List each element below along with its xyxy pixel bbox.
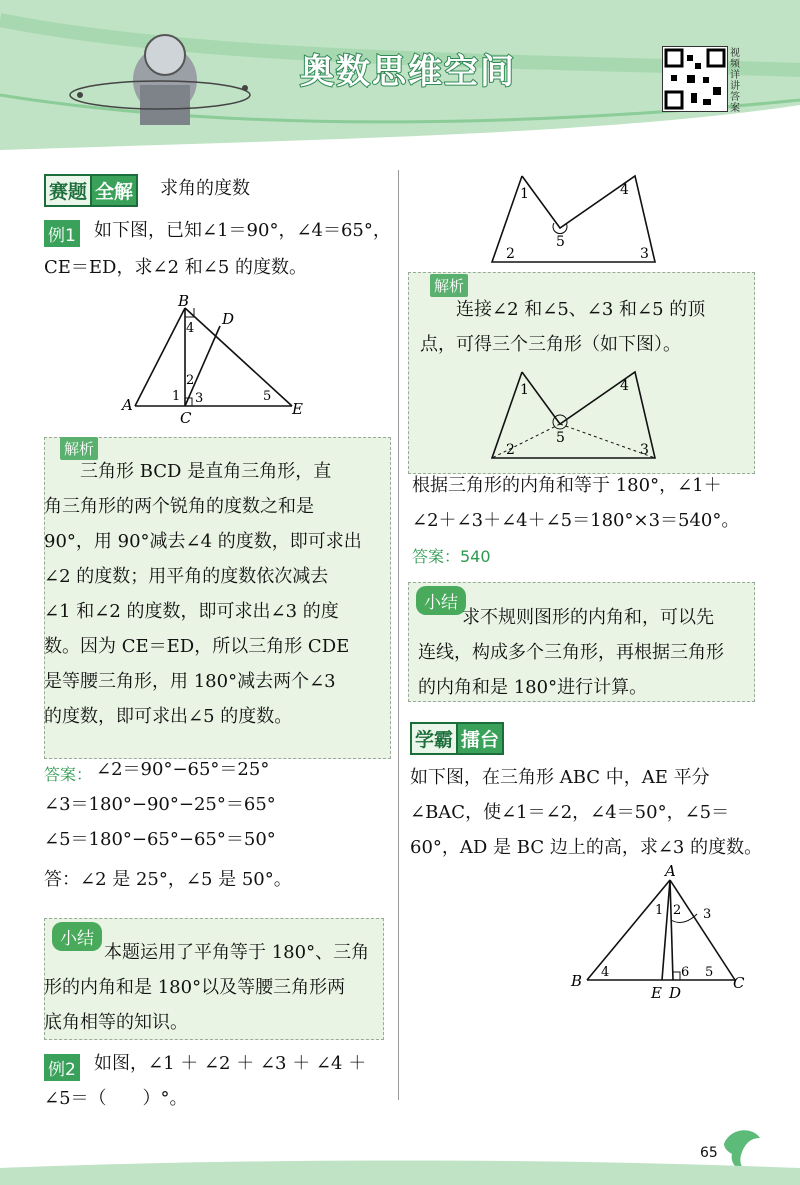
example-2-tag: 例2	[44, 1054, 80, 1081]
fig1-angle-1: 1	[172, 389, 181, 404]
answer-2: 答案：540	[412, 547, 491, 566]
fig2-angle-4: 4	[620, 182, 629, 198]
tag-part-b: 全解	[90, 174, 138, 207]
summary-label-2: 小结	[416, 586, 466, 615]
analysis-1-line-5: ∠1 和∠2 的度数，即可求出∠3 的度	[44, 601, 339, 622]
analysis-label-2: 解析	[430, 274, 468, 297]
analysis-1-line-1: 三角形 BCD 是直角三角形，直	[80, 461, 332, 482]
page-title: 奥数思维空间	[300, 52, 516, 92]
problem-line-2: ∠BAC，使∠1＝∠2，∠4＝50°，∠5＝	[410, 802, 730, 823]
answer-label-1: 答案：	[44, 765, 93, 784]
section-tag-contest	[44, 174, 138, 207]
fig1-label-c: C	[180, 409, 192, 427]
fig1-label-d: D	[222, 310, 235, 328]
problem-line-3: 60°，AD 是 BC 边上的高，求∠3 的度数。	[410, 837, 763, 858]
fig3-angle-1: 1	[520, 382, 529, 398]
after-line-1: 根据三角形的内角和等于 180°，∠1＋	[412, 475, 722, 496]
qr-label: 视频详讲答案	[730, 48, 740, 114]
qr-code-icon[interactable]	[662, 46, 728, 112]
summary-1-line-3: 底角相等的知识。	[44, 1012, 188, 1033]
footer-band	[0, 1158, 800, 1185]
analysis-label-1: 解析	[60, 437, 98, 460]
summary-2-line-1: 求不规则图形的内角和，可以先	[462, 607, 714, 628]
figure-3-polygon-split	[480, 364, 670, 464]
fig4-label-c: C	[733, 974, 745, 992]
analysis-1-line-4: ∠2 的度数；用平角的度数依次减去	[44, 566, 329, 587]
fig1-angle-3: 3	[195, 391, 204, 406]
fig4-angle-6: 6	[681, 965, 690, 980]
ex2-line-2: ∠5＝（ ）°。	[44, 1088, 188, 1109]
section-tag-challenge	[410, 722, 504, 755]
ex1-line-2: CE＝ED，求∠2 和∠5 的度数。	[44, 257, 307, 278]
page-number: 65	[700, 1145, 718, 1161]
problem-line-1: 如下图，在三角形 ABC 中，AE 平分	[410, 767, 710, 788]
fig4-angle-3: 3	[703, 907, 712, 922]
column-divider	[398, 170, 399, 1100]
fig1-angle-2: 2	[186, 373, 195, 388]
fig4-label-b: B	[571, 972, 583, 990]
analysis-1-line-7: 是等腰三角形，用 180°减去两个∠3	[44, 671, 336, 692]
answer-1-line-1: ∠2＝90°−65°＝25°	[96, 759, 270, 780]
fig1-label-e: E	[292, 400, 303, 418]
figure-2-polygon	[480, 168, 670, 268]
section-subtitle: 求角的度数	[160, 178, 250, 199]
answer-1-line-3: ∠5＝180°−65°−65°＝50°	[44, 829, 276, 850]
summary-1-line-2: 形的内角和是 180°以及等腰三角形两	[44, 977, 346, 998]
fig3-angle-3: 3	[640, 442, 649, 458]
fig2-angle-5: 5	[556, 234, 565, 250]
example-1-tag: 例1	[44, 220, 80, 247]
figure-4-triangle	[565, 862, 755, 1002]
after-line-2: ∠2＋∠3＋∠4＋∠5＝180°×3＝540°。	[412, 510, 740, 531]
fig3-angle-2: 2	[506, 442, 515, 458]
analysis-2-line-2: 点，可得三个三角形（如下图）。	[420, 334, 681, 355]
tag2-part-b: 擂台	[456, 722, 504, 755]
fig4-angle-1: 1	[655, 903, 664, 918]
tag-part-a: 赛题	[44, 174, 90, 207]
summary-2-line-2: 连线，构成多个三角形，再根据三角形	[418, 642, 724, 663]
analysis-1-line-6: 数。因为 CE＝ED，所以三角形 CDE	[44, 636, 350, 657]
fig4-label-a: A	[665, 862, 676, 880]
summary-2-line-3: 的内角和是 180°进行计算。	[418, 677, 648, 698]
summary-1-line-1: 本题运用了平角等于 180°、三角	[104, 942, 370, 963]
fig1-angle-5: 5	[263, 389, 272, 404]
fig1-label-b: B	[178, 292, 190, 310]
fig4-angle-5: 5	[705, 965, 714, 980]
analysis-1-line-3: 90°，用 90°减去∠4 的度数，即可求出	[44, 531, 362, 552]
fig2-angle-2: 2	[506, 246, 515, 262]
ex1-line-1: 如下图，已知∠1＝90°，∠4＝65°，	[94, 220, 391, 241]
fig1-label-a: A	[122, 396, 133, 414]
fig3-angle-4: 4	[620, 378, 629, 394]
page-header	[0, 0, 800, 150]
analysis-2-line-1: 连接∠2 和∠5、∠3 和∠5 的顶	[456, 299, 706, 320]
fig2-angle-1: 1	[520, 186, 529, 202]
summary-label-1: 小结	[52, 922, 102, 951]
tag2-part-a: 学霸	[410, 722, 456, 755]
analysis-1-line-8: 的度数，即可求出∠5 的度数。	[44, 706, 293, 727]
fig4-label-e: E	[651, 984, 662, 1002]
fig3-angle-5: 5	[556, 430, 565, 446]
fig2-angle-3: 3	[640, 246, 649, 262]
fig4-label-d: D	[669, 984, 682, 1002]
answer-1-line-4: 答：∠2 是 25°，∠5 是 50°。	[44, 869, 292, 890]
analysis-1-line-2: 角三角形的两个锐角的度数之和是	[44, 496, 314, 517]
fig4-angle-2: 2	[673, 903, 682, 918]
fig1-angle-4: 4	[186, 321, 195, 336]
ex2-line-1: 如图，∠1 ＋ ∠2 ＋ ∠3 ＋ ∠4 ＋	[94, 1053, 367, 1074]
answer-1-line-2: ∠3＝180°−90°−25°＝65°	[44, 794, 276, 815]
figure-1-triangle	[110, 290, 310, 430]
fig4-angle-4: 4	[601, 965, 610, 980]
